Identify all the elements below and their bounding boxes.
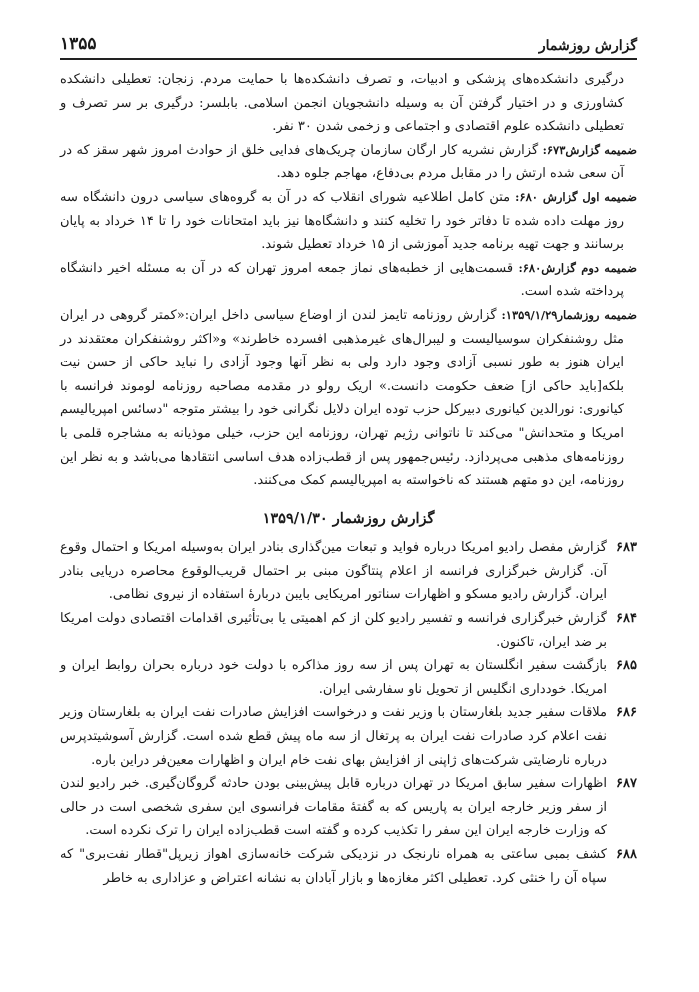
appendix-text: گزارش نشریه کار ارگان سازمان چریک‌های فدایی خلق از حوادث امروز شهر سقز که در آن سعی شده ارتش را در مقابل مردم بی‌دفاع، مهاجم جلوه دهد. <box>60 142 624 182</box>
appendix-680-first <box>60 186 637 257</box>
appendix-label: ضمیمه روزشمار۱۳۵۹/۱/۲۹: <box>501 307 638 322</box>
report-entry-688 <box>60 843 637 890</box>
entry-number: ۶۸۴ <box>616 611 637 627</box>
entry-number: ۶۸۶ <box>616 705 637 721</box>
report-entry-684 <box>60 607 637 654</box>
running-title: گزارش روزشمار <box>538 38 637 54</box>
entry-text: بازگشت سفیر انگلستان به تهران پس از سه روز مذاکره با دولت خود درباره بحران روابط ایران و امریکا. خودداری انگلیس از تحویل ناو سفارشی ایران. <box>60 658 607 697</box>
appendix-label: ضمیمه اول گزارش ۶۸۰: <box>515 189 638 204</box>
entry-text: ملاقات سفیر جدید بلغارستان با وزیر نفت و درخواست افزایش صادرات نفت ایران به بلغارستان وزیر نفت اعلام کرد صادرات نفت ایران به پرتغال از سه ماه پیش قطع شده است. گزارش آسوشیتدپرس درباره نارضایتی شرکت‌های ژاپنی از افزایش بهای نفت خام ایران و اظهارات معین‌فر دراین باره. <box>60 705 608 768</box>
entry-number: ۶۸۵ <box>616 658 637 674</box>
entry-text: گزارش مفصل رادیو امریکا درباره فواید و تبعات مین‌گذاری بنادر ایران به‌وسیله امریکا و احتمال وقوع آن. گزارش خبرگزاری فرانسه از اعلام پنتاگون مبنی بر احتمال قریب‌الوقوع محاصره دریایی بنادر ایران. گزارش رادیو مسکو و اظهارات سناتور امریکایی بایبن دربارهٔ استفاده از نیروی نظامی. <box>60 540 607 603</box>
entry-text: گزارش خبرگزاری فرانسه و تفسیر رادیو کلن از کم اهمیتی یا بی‌تأثیری اقدامات اقتصادی دولت امریکا بر ضد ایران، تاکنون. <box>60 611 607 650</box>
page-body <box>60 68 637 890</box>
appendix-daily-1359-1-29 <box>60 304 637 493</box>
report-entry-685 <box>60 654 637 701</box>
appendix-label: ضمیمه دوم گزارش۶۸۰: <box>518 260 638 275</box>
section-title: گزارش روزشمار ۱۳۵۹/۱/۳۰ <box>262 509 435 527</box>
opening-paragraph: درگیری دانشکده‌های پزشکی و ادبیات، و تصرف دانشکده‌ها با حمایت مردم. زنجان: تعطیلی دانشکده کشاورزی و در اختیار گرفتن آن به وسیله دانشجویان انجمن اسلامی. بابلسر: درگیری بر سر تصرف و تعطیلی دانشکده علوم اقتصادی و اجتماعی و زخمی شدن ۳۰ نفر. <box>60 72 624 135</box>
appendix-text: گزارش روزنامه تایمز لندن از اوضاع سیاسی داخل ایران:«کمتر گروهی در ایران مثل روشنفکران سوسیالیست و لیبرال‌های غیرمذهبی افسرده خاطرند» و«اکثر روشنفکران معتقدند در ایران هنوز به طور نسبی آزادی وجود دارد ولی به نظر آنها وجود آزادی را نباید حاکی از حسن نیت بلکه[باید حاکی از] ضعف حکومت دانست.» اریک رولو در مقدمه مصاحبه روزنامه لوموند فرانسه با کیانوری: نورالدین کیانوری دبیرکل حزب توده ایران دلایل نگرانی خود را بیشتر متوجه "دسائس امپریالیسم امریکا و متحدانش" می‌کند تا ناتوانی رژیم تهران، روزنامه این حزب، خیلی موذیانه به مشاجره قلمی با روزنامه‌های مذهبی می‌پردازد. رئیس‌جمهور پس از قطب‌زاده هدف اساسی انتقادها می‌باشد و به نظر این روزنامه، این دو متهم هستند که ناخواسته به امپریالیسم کمک می‌کنند. <box>60 307 624 489</box>
entry-number: ۶۸۸ <box>616 847 637 862</box>
appendix-680-second <box>60 257 637 304</box>
report-entry-686 <box>60 701 637 772</box>
appendix-673 <box>60 139 637 186</box>
report-entry-687 <box>60 772 637 843</box>
appendix-label: ضمیمه گزارش۶۷۳: <box>542 142 637 157</box>
entry-text: اظهارات سفیر سابق امریکا در تهران درباره قابل پیش‌بینی بودن حادثه گروگان‌گیری. خبر رادیو لندن از سفر وزیر خارجه ایران به پاریس که به گفتهٔ مقامات فرانسوی این سفری شخصی است در حالی که وزارت خارجه ایران این سفر را تکذیب کرده و گفته است قطب‌زاده ایران را ترک نکرده است. <box>60 776 607 839</box>
entry-text: کشف بمبی ساعتی به همراه نارنجک در نزدیکی شرکت خانه‌سازی اهواز زیرپل"قطار نفت‌بری" که سپاه آن را خنثی کرد. تعطیلی اکثر مغازه‌ها و بازار آبادان به نشانه اعتراض و عزاداری به خاطر <box>60 847 607 886</box>
report-entry-683 <box>60 536 637 607</box>
appendix-text: قسمت‌هایی از خطبه‌های نماز جمعه امروز تهران که در آن به مسئله اخیر دانشگاه پرداخته شده است. <box>60 260 624 300</box>
entry-number: ۶۸۷ <box>616 776 637 792</box>
entry-number: ۶۸۳ <box>616 540 637 556</box>
page-number: ۱۳۵۵ <box>60 34 97 54</box>
appendix-text: متن کامل اطلاعیه شورای انقلاب که در آن به گروه‌های سیاسی درون دانشگاه سه روز مهلت داده شده تا دفاتر خود را تخلیه کنند و دانشگاه‌ها نیز باید امتحانات خود را تا ۱۴ خرداد به پایان برسانند و جهت تهیه برنامه جدید آموزشی از ۱۵ خرداد تعطیل شوند. <box>60 189 624 253</box>
page-header <box>60 30 637 60</box>
